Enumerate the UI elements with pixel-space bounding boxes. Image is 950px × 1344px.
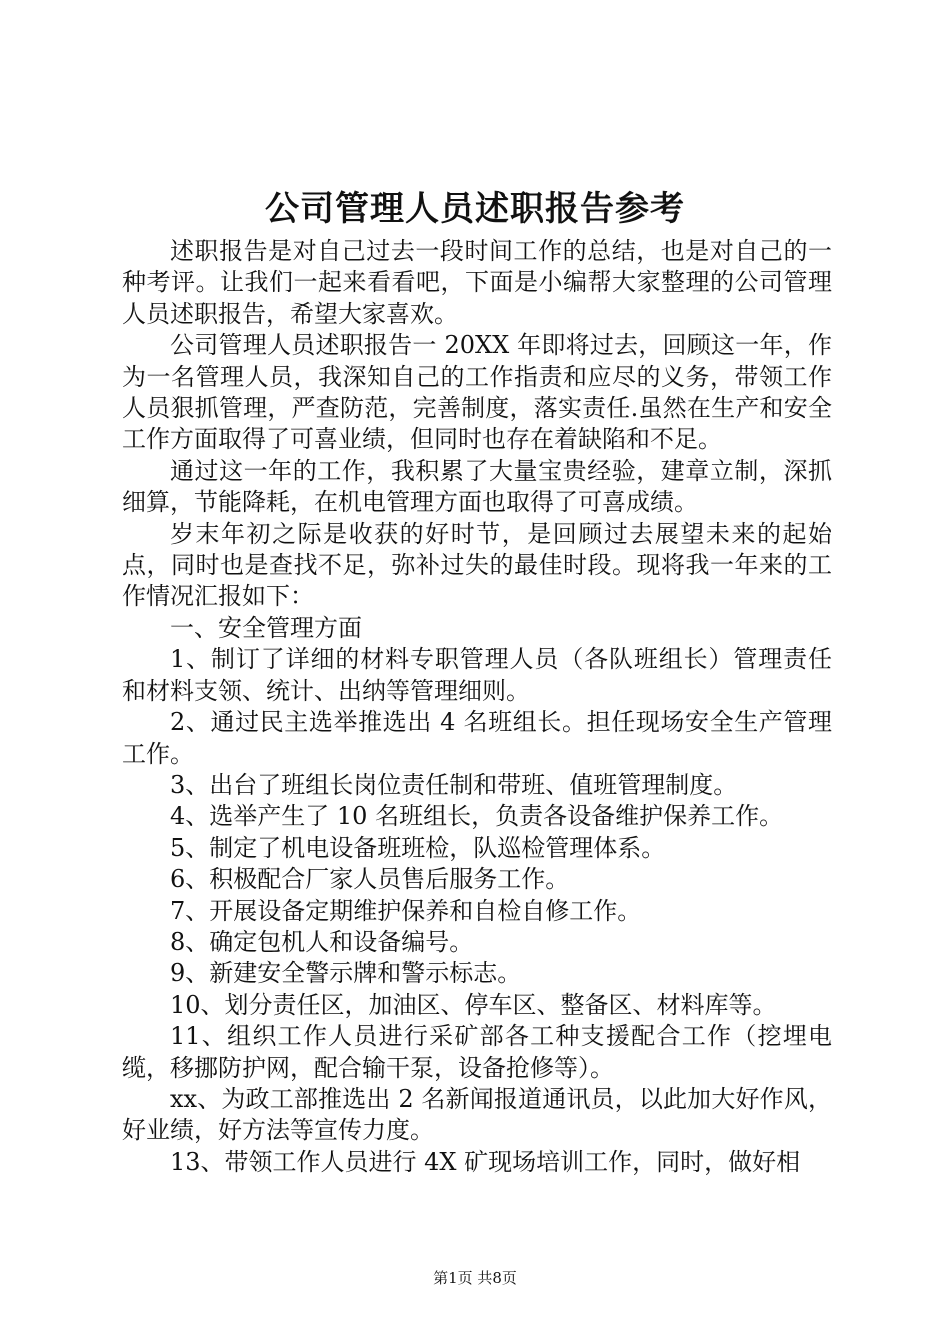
list-item-5: 5、制定了机电设备班班检，队巡检管理体系。: [170, 833, 666, 862]
paragraph-year-end: 岁末年初之际是收获的好时节，是回顾过去展望未来的起始点，同时也是查找不足，弥补过失的最佳时段。现将我一年来的工作情况汇报如下：: [122, 519, 832, 611]
page-footer: 第1页 共8页: [433, 1269, 517, 1287]
list-item-1: 1、制订了详细的材料专职管理人员（各队班组长）管理责任和材料支领、统计、出纳等管理细则。: [122, 645, 832, 705]
list-item-4: 4、选举产生了 10 名班组长，负责各设备维护保养工作。: [170, 802, 784, 831]
list-item-12: xx、为政工部推选出 2 名新闻报道通讯员，以此加大好作风，好业绩，好方法等宣传力度。: [122, 1084, 832, 1145]
list-item-8: 8、确定包机人和设备编号。: [170, 927, 474, 956]
list-item-3: 3、出台了班组长岗位责任制和带班、值班管理制度。: [170, 770, 738, 799]
list-item-9: 9、新建安全警示牌和警示标志。: [170, 959, 522, 988]
list-item-10: 10、划分责任区，加油区、停车区、整备区、材料库等。: [170, 990, 777, 1019]
list-item-11: 11、组织工作人员进行采矿部各工种支援配合工作（挖埋电缆，移挪防护网，配合输干泵，设备抢修等）。: [122, 1022, 832, 1082]
document-title: 公司管理人员述职报告参考: [265, 189, 685, 229]
list-item-7: 7、开展设备定期维护保养和自检自修工作。: [170, 896, 642, 925]
paragraph-report-one: 公司管理人员述职报告一 20XX 年即将过去，回顾这一年，作为一名管理人员，我深知自己的工作指责和应尽的义务，带领工作人员狠抓管理，严查防范，完善制度，落实责任.虽然在生产和安全工作方面取得了可喜业绩，但同时也存在着缺陷和不足。: [122, 331, 832, 454]
paragraph-experience: 通过这一年的工作，我积累了大量宝贵经验，建章立制，深抓细算，节能降耗，在机电管理方面也取得了可喜成绩。: [122, 456, 832, 517]
list-item-6: 6、积极配合厂家人员售后服务工作。: [170, 865, 570, 894]
list-item-13: 13、带领工作人员进行 4X 矿现场培训工作，同时，做好相: [170, 1147, 801, 1176]
list-item-2: 2、通过民主选举推选出 4 名班组长。担任现场安全生产管理工作。: [122, 708, 832, 768]
paragraph-intro: 述职报告是对自己过去一段时间工作的总结，也是对自己的一种考评。让我们一起来看看吧，下面是小编帮大家整理的公司管理人员述职报告，希望大家喜欢。: [122, 237, 832, 328]
document-body: [122, 236, 832, 1178]
section-heading-safety: 一、安全管理方面: [170, 613, 362, 642]
